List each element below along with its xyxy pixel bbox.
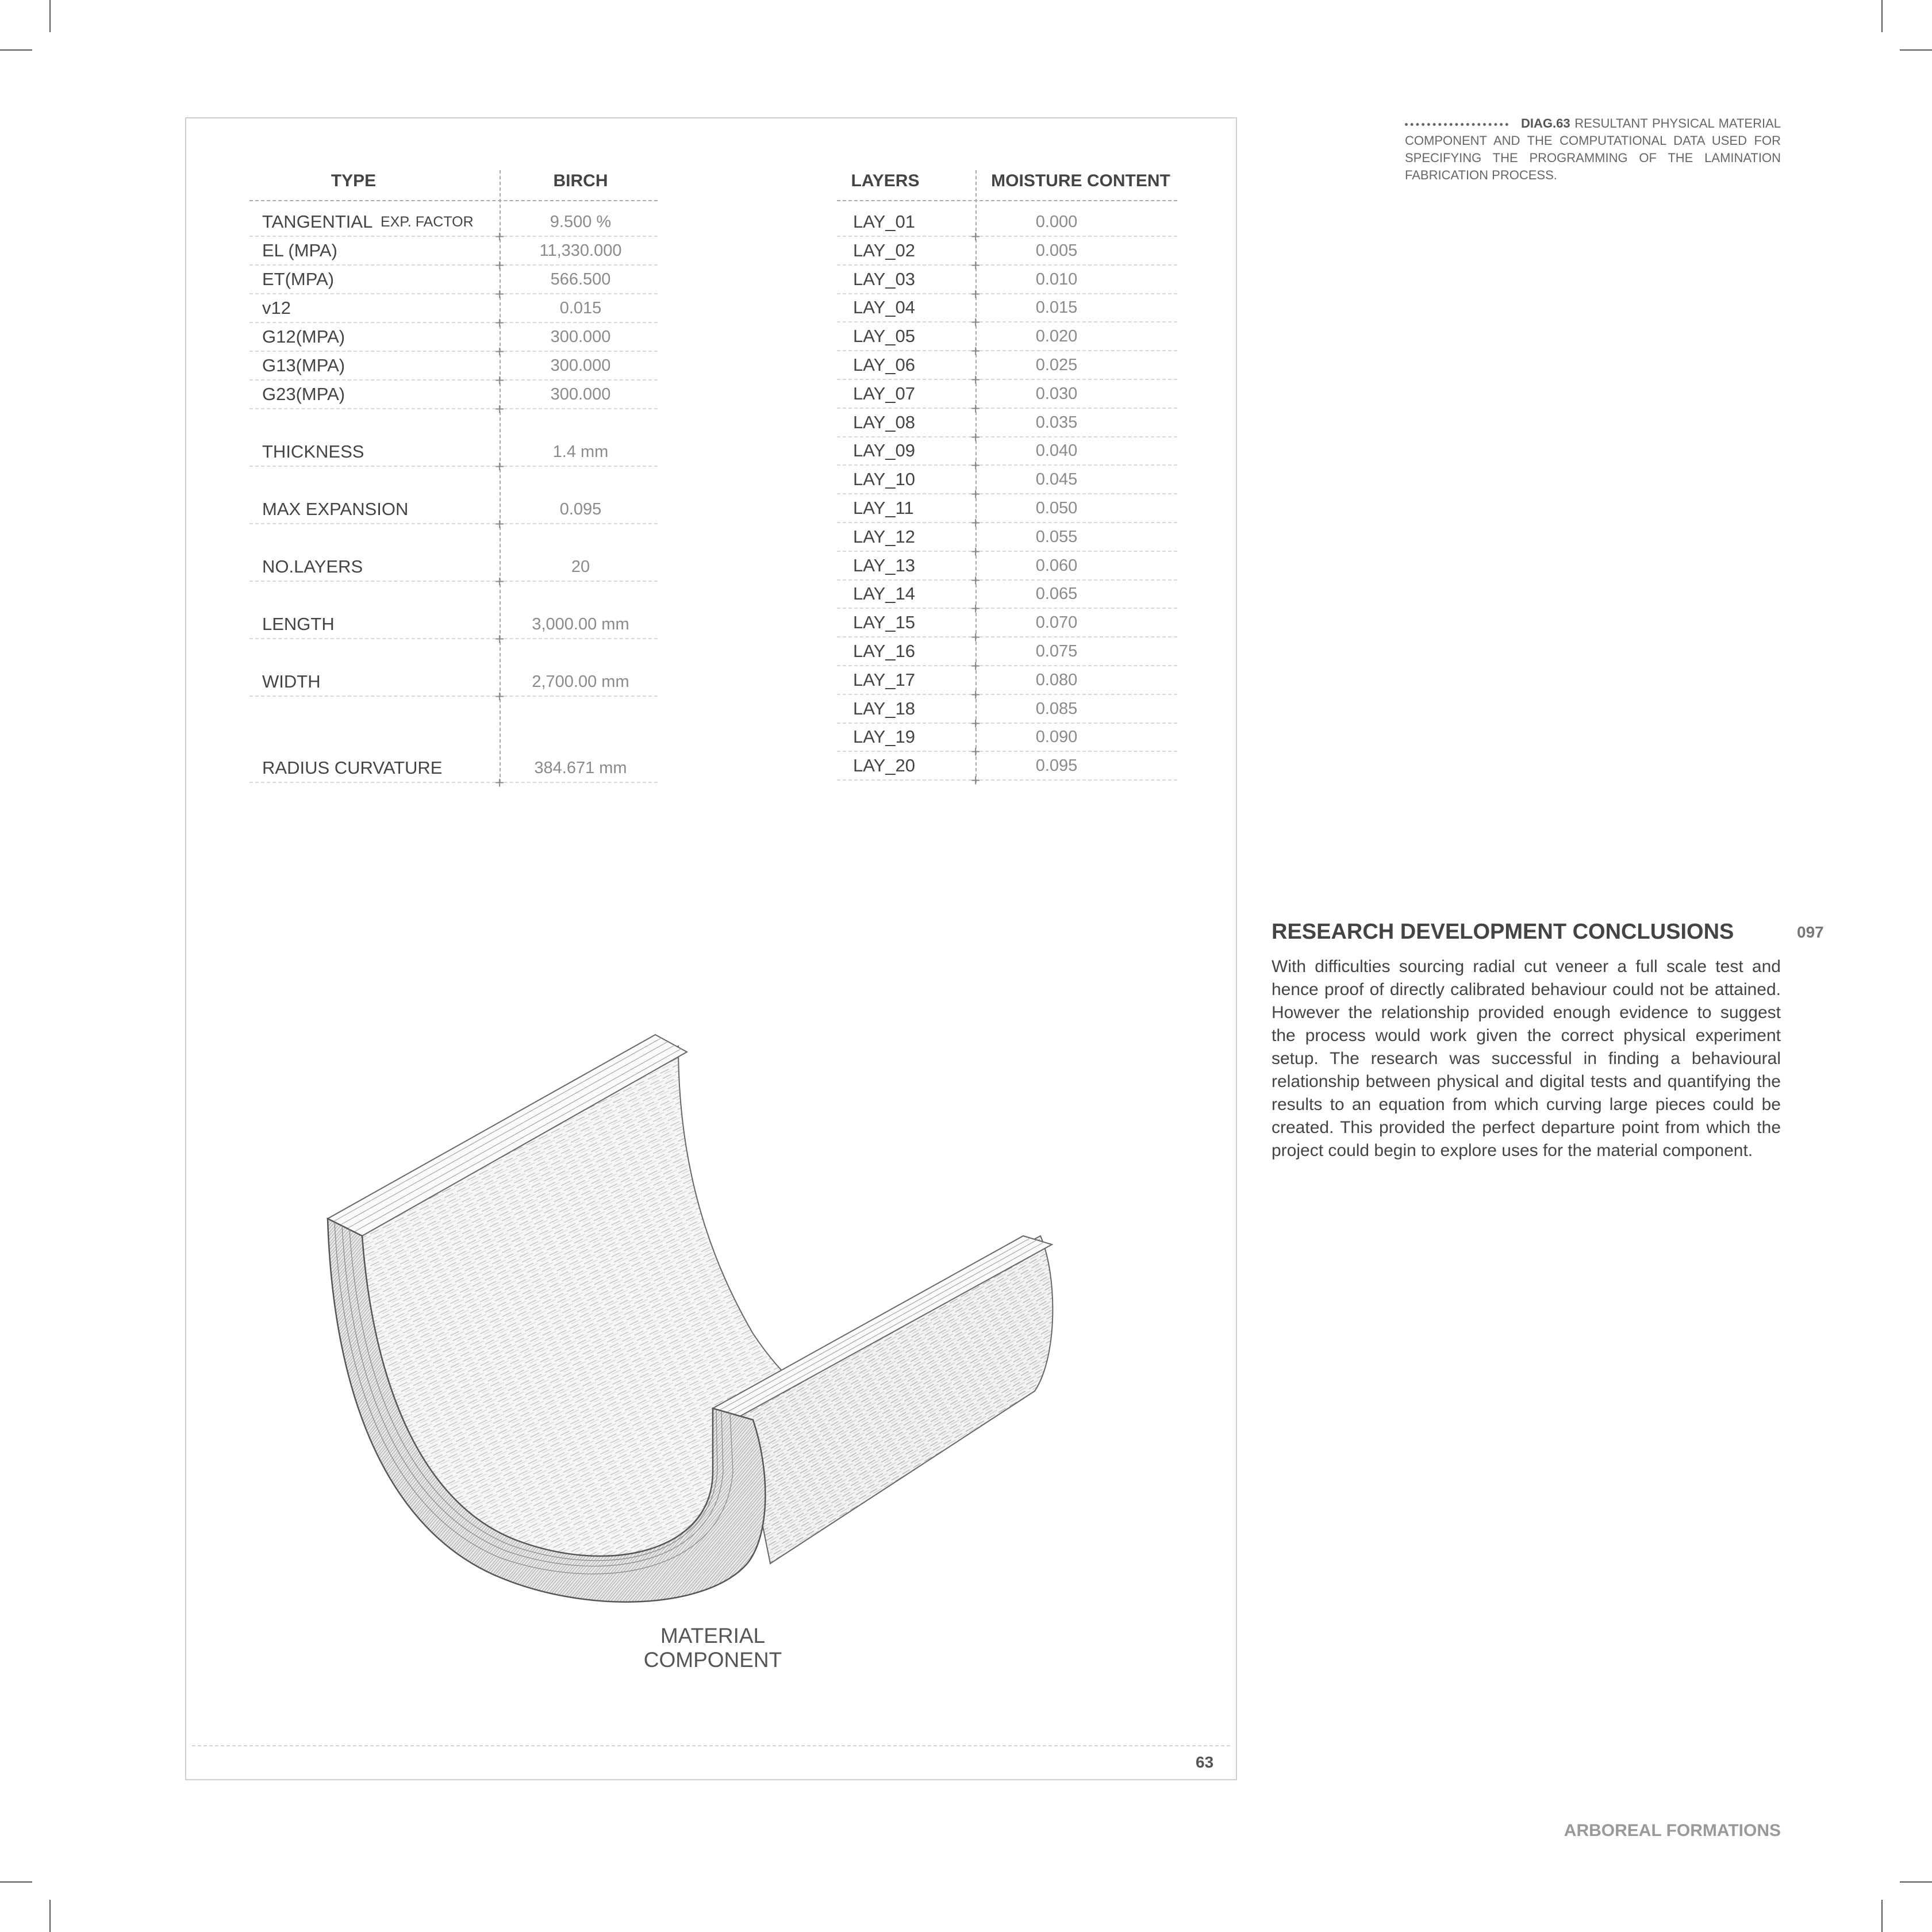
layers-table-row [837, 380, 1177, 417]
layers-table-row [837, 294, 1177, 332]
material-component-illustration [310, 954, 1115, 1610]
material-table-row [249, 668, 658, 705]
property-label: MAX EXPANSION [262, 499, 409, 519]
property-label: NO.LAYERS [262, 556, 363, 577]
property-label: v12 [262, 298, 291, 318]
property-value: 3,000.00 mm [532, 615, 629, 633]
plus-marker: + [971, 228, 981, 245]
property-value: 9.500 % [550, 213, 612, 231]
layer-label: LAY_03 [853, 268, 916, 289]
moisture-value: 0.065 [1035, 585, 1078, 604]
layers-table-row [837, 752, 1177, 790]
property-value: 300.000 [550, 328, 611, 346]
plus-marker: + [495, 371, 505, 389]
dotted-leader [1405, 123, 1508, 126]
layers-table-row [837, 609, 1177, 647]
diagram-note-text: RESULTANT PHYSICAL MATERIAL COMPONENT AND THE COMPUTATIONAL DATA USED FOR SPECIFYING THE PROGRAMMING OF THE LAMINATION FABRICATION PROCESS. [1405, 116, 1781, 182]
material-table-row [249, 352, 658, 389]
plus-marker: + [971, 685, 981, 704]
layer-label: LAY_09 [853, 440, 916, 461]
crop-mark [1881, 1900, 1883, 1932]
plus-marker: + [971, 285, 981, 303]
moisture-value: 0.090 [1035, 728, 1078, 747]
plus-marker: + [971, 485, 981, 504]
material-table-row [249, 208, 658, 245]
property-value: 566.500 [550, 270, 611, 289]
property-value: 0.015 [559, 299, 602, 317]
layer-label: LAY_07 [853, 383, 916, 404]
layers-table-row [837, 723, 1177, 761]
crop-mark [49, 1900, 51, 1932]
plus-marker: + [971, 714, 981, 732]
layers-table-row [837, 494, 1177, 532]
plus-marker: + [971, 571, 981, 589]
header-birch: BIRCH [553, 171, 608, 190]
moisture-value: 0.005 [1035, 241, 1078, 260]
layers-table-row [837, 466, 1177, 504]
material-table-row [249, 266, 658, 303]
layer-label: LAY_17 [853, 669, 916, 690]
section-number: 097 [1797, 923, 1824, 941]
property-label: THICKNESS [262, 441, 364, 462]
property-label: EL (MPA) [262, 240, 337, 260]
layer-label: LAY_01 [853, 212, 916, 232]
plus-marker: + [971, 628, 981, 647]
plus-marker: + [971, 600, 981, 618]
plus-marker: + [495, 458, 505, 475]
plus-marker: + [495, 285, 505, 303]
property-value: 300.000 [550, 385, 611, 404]
header-layers: LAYERS [851, 171, 920, 190]
moisture-value: 0.045 [1035, 470, 1078, 489]
layer-label: LAY_16 [853, 641, 916, 661]
plus-marker: + [971, 399, 981, 417]
property-value: 0.095 [559, 500, 602, 518]
plus-marker: + [971, 313, 981, 332]
layer-label: LAY_04 [853, 297, 916, 318]
layers-table-row [837, 208, 1177, 245]
property-label: ET(MPA) [262, 269, 335, 289]
layers-table-row [837, 666, 1177, 704]
plus-marker: + [971, 542, 981, 560]
moisture-value: 0.075 [1035, 642, 1078, 660]
material-table-row [249, 553, 658, 590]
material-table-row [249, 438, 658, 475]
material-table-row [249, 381, 658, 418]
moisture-value: 0.035 [1035, 413, 1078, 432]
footer-brand: ARBOREAL FORMATIONS [1564, 1821, 1781, 1840]
material-table-row [249, 754, 658, 792]
diagram-label: DIAG.63 [1521, 116, 1570, 130]
moisture-value: 0.010 [1035, 270, 1078, 289]
moisture-value: 0.085 [1035, 699, 1078, 718]
layer-label: LAY_02 [853, 240, 916, 260]
plus-marker: + [495, 228, 505, 245]
layers-table-row [837, 437, 1177, 475]
property-value: 20 [571, 558, 590, 576]
layer-label: LAY_12 [853, 526, 916, 547]
header-moisture-content: MOISTURE CONTENT [991, 171, 1170, 190]
layers-table-row [837, 237, 1177, 274]
plus-marker: + [971, 256, 981, 274]
footer-divider [192, 1745, 1230, 1746]
moisture-value: 0.030 [1035, 384, 1078, 403]
material-table-row [249, 323, 658, 360]
material-table-row [249, 237, 658, 274]
page-number: 63 [1196, 1753, 1214, 1771]
crop-mark [49, 0, 51, 32]
figure-caption: MATERIAL COMPONENT [643, 1624, 782, 1672]
plus-marker: + [971, 342, 981, 360]
property-value: 11,330.000 [539, 241, 622, 260]
property-label: LENGTH [262, 614, 335, 634]
property-label: RADIUS CURVATURE [262, 758, 443, 778]
layers-table-row [837, 351, 1177, 389]
moisture-value: 0.000 [1035, 213, 1078, 231]
material-table-row [249, 610, 658, 648]
header-type: TYPE [331, 171, 377, 190]
crop-mark [0, 1881, 32, 1883]
layers-table-row [837, 409, 1177, 446]
crop-mark [1900, 1881, 1932, 1883]
section-body: With difficulties sourcing radial cut veneer a full scale test and hence proof of directly calibrated behaviour could not be attained. However the relationship provided enough evidence to suggest the process would work given the correct physical experiment setup. The research was successful in finding a behavioural relationship between physical and digital tests and quantifying the results to an equation from which curving large pieces could be created. This provided the perfect departure point from which the project could begin to explore uses for the material component. [1272, 957, 1781, 1160]
plus-marker: + [495, 314, 505, 332]
layer-label: LAY_14 [853, 583, 916, 604]
crop-mark [0, 49, 32, 51]
property-label: G13(MPA) [262, 355, 345, 375]
property-label: WIDTH [262, 671, 321, 692]
plus-marker: + [971, 771, 981, 790]
moisture-value: 0.080 [1035, 670, 1078, 689]
layers-table-row [837, 523, 1177, 560]
plus-marker: + [495, 573, 505, 590]
moisture-value: 0.060 [1035, 556, 1078, 575]
plus-marker: + [971, 514, 981, 532]
plus-marker: + [971, 743, 981, 761]
layer-label: LAY_08 [853, 412, 916, 432]
plus-marker: + [495, 774, 505, 792]
property-label: G23(MPA) [262, 384, 345, 404]
layers-table-row [837, 266, 1177, 303]
moisture-value: 0.055 [1035, 527, 1078, 546]
moisture-value: 0.050 [1035, 499, 1078, 517]
layer-label: LAY_06 [853, 355, 916, 375]
moisture-value: 0.025 [1035, 356, 1078, 374]
layers-table-row [837, 322, 1177, 360]
material-table-row [249, 496, 658, 533]
plus-marker: + [495, 687, 505, 705]
table-header-divider [249, 200, 658, 201]
property-value: 300.000 [550, 356, 611, 375]
layer-label: LAY_18 [853, 698, 916, 719]
crop-mark [1881, 0, 1883, 32]
layer-label: LAY_15 [853, 612, 916, 633]
layer-label: LAY_13 [853, 555, 916, 575]
plus-marker: + [495, 343, 505, 360]
plus-marker: + [971, 456, 981, 475]
plus-marker: + [495, 630, 505, 648]
moisture-value: 0.015 [1035, 298, 1078, 317]
layers-table-row [837, 695, 1177, 732]
layer-label: LAY_19 [853, 727, 916, 747]
plus-marker: + [971, 371, 981, 389]
property-label-suffix: EXP. FACTOR [381, 214, 474, 230]
plus-marker: + [971, 428, 981, 446]
table-header-divider [837, 200, 1177, 201]
diagram-note [1405, 115, 1781, 184]
layers-table-row [837, 580, 1177, 618]
plus-marker: + [495, 400, 505, 418]
plus-marker: + [495, 256, 505, 274]
layer-label: LAY_10 [853, 469, 916, 490]
property-value: 1.4 mm [552, 443, 609, 461]
layer-label: LAY_05 [853, 326, 916, 347]
property-value: 384.671 mm [534, 759, 627, 777]
layers-table-row [837, 637, 1177, 675]
moisture-value: 0.070 [1035, 613, 1078, 632]
layer-label: LAY_20 [853, 755, 916, 776]
material-table-row [249, 294, 658, 332]
moisture-value: 0.040 [1035, 441, 1078, 460]
plus-marker: + [495, 515, 505, 533]
plus-marker: + [971, 657, 981, 675]
layer-label: LAY_11 [853, 498, 914, 518]
property-label: G12(MPA) [262, 327, 345, 347]
property-label: TANGENTIAL [262, 212, 373, 232]
property-value: 2,700.00 mm [532, 673, 629, 691]
layers-table-row [837, 552, 1177, 589]
moisture-value: 0.095 [1035, 756, 1078, 775]
section-title: RESEARCH DEVELOPMENT CONCLUSIONS [1272, 920, 1734, 944]
moisture-value: 0.020 [1035, 327, 1078, 346]
crop-mark [1900, 49, 1932, 51]
